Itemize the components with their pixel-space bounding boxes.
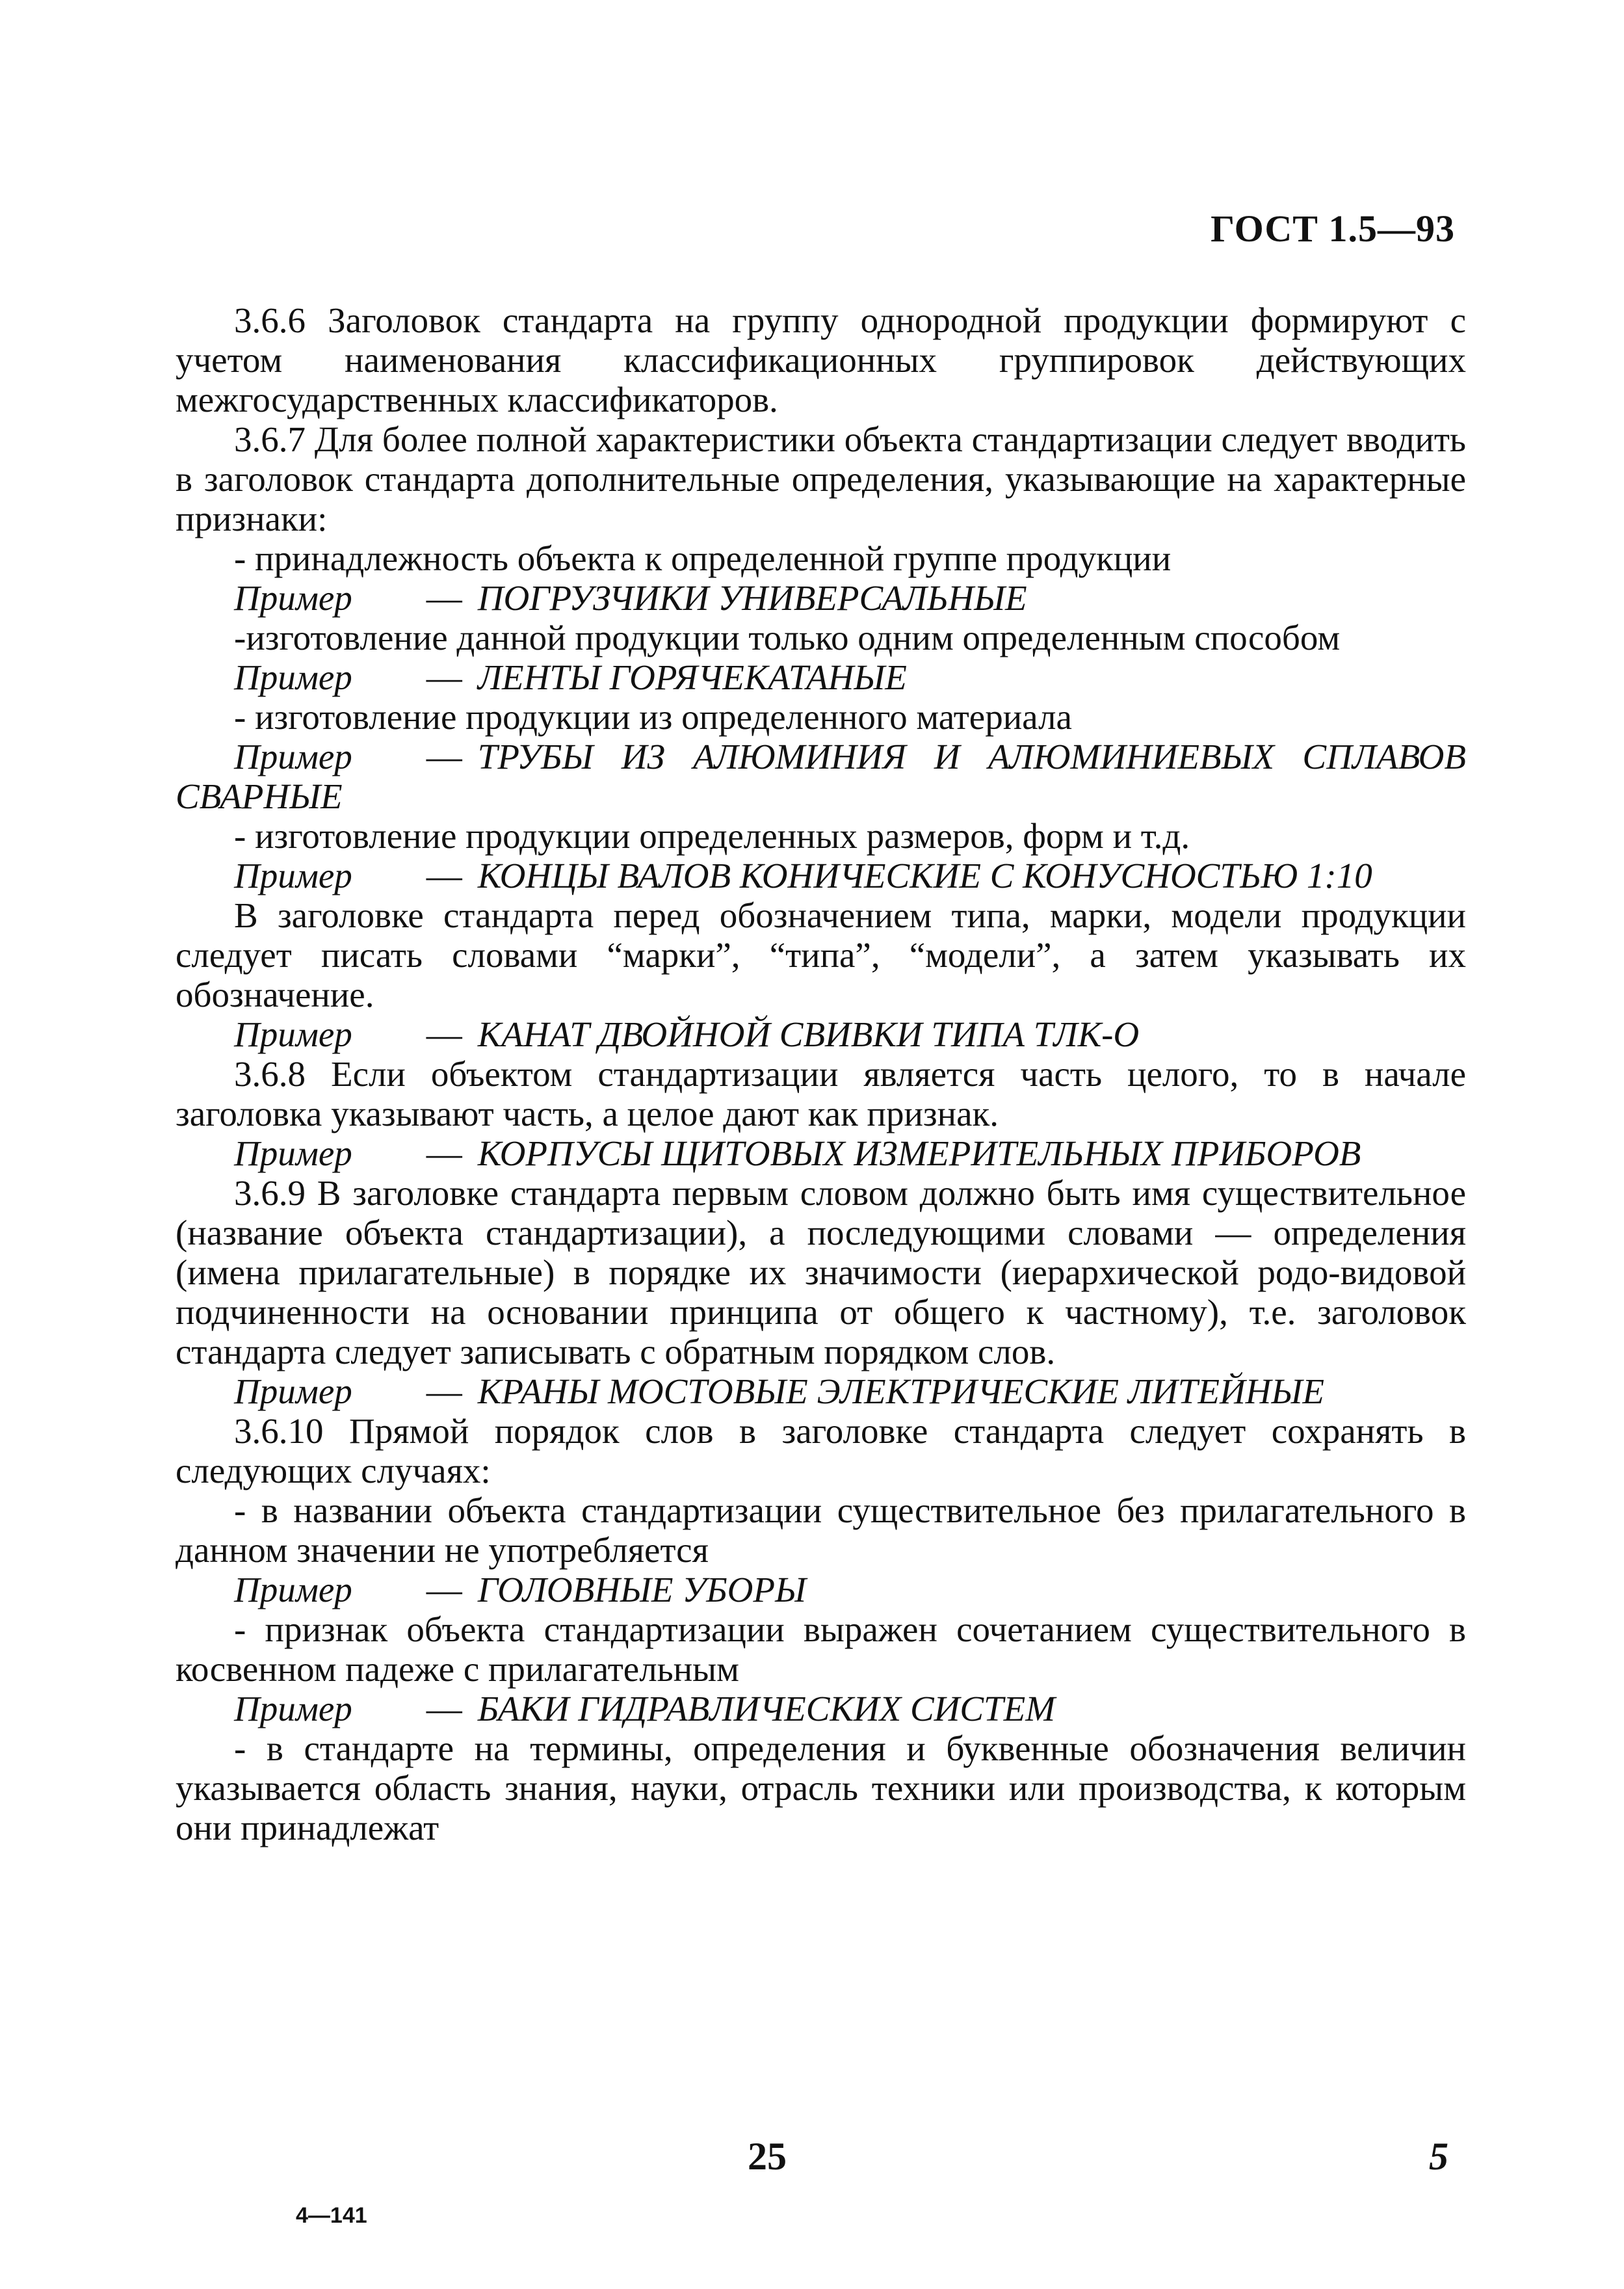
print-code: 4—141	[296, 2203, 367, 2228]
example-dash: —	[426, 578, 462, 618]
example-4	[176, 856, 1466, 895]
example-label: Пример	[234, 1570, 352, 1609]
example-label: Пример	[234, 657, 352, 697]
example-9	[176, 1689, 1466, 1728]
standard-code-header: ГОСТ 1.5—93	[1211, 207, 1455, 250]
example-label: Пример	[234, 578, 352, 618]
example-title: КАНАТ ДВОЙНОЙ СВИВКИ ТИПА ТЛК-О	[477, 1014, 1140, 1054]
list-item-sizes: - изготовление продукции определенных размеров, форм и т.д.	[234, 816, 1190, 856]
example-2	[176, 657, 1466, 697]
example-dash: —	[426, 1570, 462, 1609]
example-title: ТРУБЫ ИЗ АЛЮМИНИЯ И АЛЮМИНИЕВЫХ СПЛАВОВ СВАРНЫЕ	[176, 737, 1466, 816]
example-dash: —	[426, 737, 462, 776]
example-label: Пример	[234, 737, 352, 776]
example-title: БАКИ ГИДРАВЛИЧЕСКИХ СИСТЕМ	[477, 1689, 1056, 1728]
example-5	[176, 1014, 1466, 1054]
example-label: Пример	[234, 1371, 352, 1411]
example-title: КОНЦЫ ВАЛОВ КОНИЧЕСКИЕ С КОНУСНОСТЬЮ 1:10	[477, 856, 1372, 895]
example-title: КРАНЫ МОСТОВЫЕ ЭЛЕКТРИЧЕСКИЕ ЛИТЕЙНЫЕ	[477, 1371, 1324, 1411]
list-item-indirect-case: - признак объекта стандартизации выражен сочетанием существительного в косвенном падеже с прилагательным	[176, 1609, 1466, 1689]
example-1	[176, 578, 1466, 618]
page-number: 25	[748, 2135, 787, 2178]
paragraph-3-6-10: 3.6.10 Прямой порядок слов в заголовке стандарта следует сохранять в следующих случаях:	[176, 1411, 1466, 1490]
paragraph-3-6-7: 3.6.7 Для более полной характеристики объекта стандартизации следует вводить в заголовок стандарта дополнительные определения, указывающие на характерные признаки:	[176, 419, 1466, 538]
example-dash: —	[426, 856, 462, 895]
example-title: ЛЕНТЫ ГОРЯЧЕКАТАНЫЕ	[477, 657, 907, 697]
example-6	[176, 1133, 1466, 1173]
list-item-no-adjective: - в названии объекта стандартизации существительное без прилагательного в данном значении не употребляется	[176, 1490, 1466, 1570]
example-dash: —	[426, 1371, 462, 1411]
example-title: КОРПУСЫ ЩИТОВЫХ ИЗМЕРИТЕЛЬНЫХ ПРИБОРОВ	[477, 1133, 1361, 1173]
list-item-group: - принадлежность объекта к определенной группе продукции	[234, 538, 1172, 578]
example-label: Пример	[234, 856, 352, 895]
example-label: Пример	[234, 1133, 352, 1173]
example-dash: —	[426, 1133, 462, 1173]
list-item-material: - изготовление продукции из определенного материала	[234, 697, 1072, 737]
example-dash: —	[426, 1689, 462, 1728]
paragraph-3-6-9: 3.6.9 В заголовке стандарта первым словом должно быть имя существительное (название объекта стандартизации), а последующими словами — определения (имена прилагательные) в порядке их значимости (иерархической родо-видовой подчиненности на основании принципа от общего к частному), т.е. заголовок стандарта следует записывать с обратным порядком слов.	[176, 1173, 1466, 1371]
paragraph-3-6-8: 3.6.8 Если объектом стандартизации является часть целого, то в начале заголовка указывают часть, а целое дают как признак.	[176, 1054, 1466, 1133]
paragraph-3-6-6: 3.6.6 Заголовок стандарта на группу однородной продукции формируют с учетом наименования классификационных группировок действующих межгосударственных классификаторов.	[176, 300, 1466, 419]
example-title: ПОГРУЗЧИКИ УНИВЕРСАЛЬНЫЕ	[477, 578, 1027, 618]
example-7	[176, 1371, 1466, 1411]
example-title: ГОЛОВНЫЕ УБОРЫ	[477, 1570, 806, 1609]
list-item-method: -изготовление данной продукции только одним определенным способом	[234, 618, 1341, 657]
list-item-terms: - в стандарте на термины, определения и буквенные обозначения величин указывается область знания, науки, отрасль техники или производства, к которым они принадлежат	[176, 1728, 1466, 1847]
example-label: Пример	[234, 1014, 352, 1054]
paragraph-type-mark-model: В заголовке стандарта перед обозначением типа, марки, модели продукции следует писать словами “марки”, “типа”, “модели”, а затем указывать их обозначение.	[176, 895, 1466, 1014]
example-8	[176, 1570, 1466, 1609]
example-3	[176, 737, 1466, 816]
main-text	[176, 300, 1466, 1847]
example-dash: —	[426, 1014, 462, 1054]
example-label: Пример	[234, 1689, 352, 1728]
sheet-number: 5	[1429, 2135, 1448, 2178]
example-dash: —	[426, 657, 462, 697]
